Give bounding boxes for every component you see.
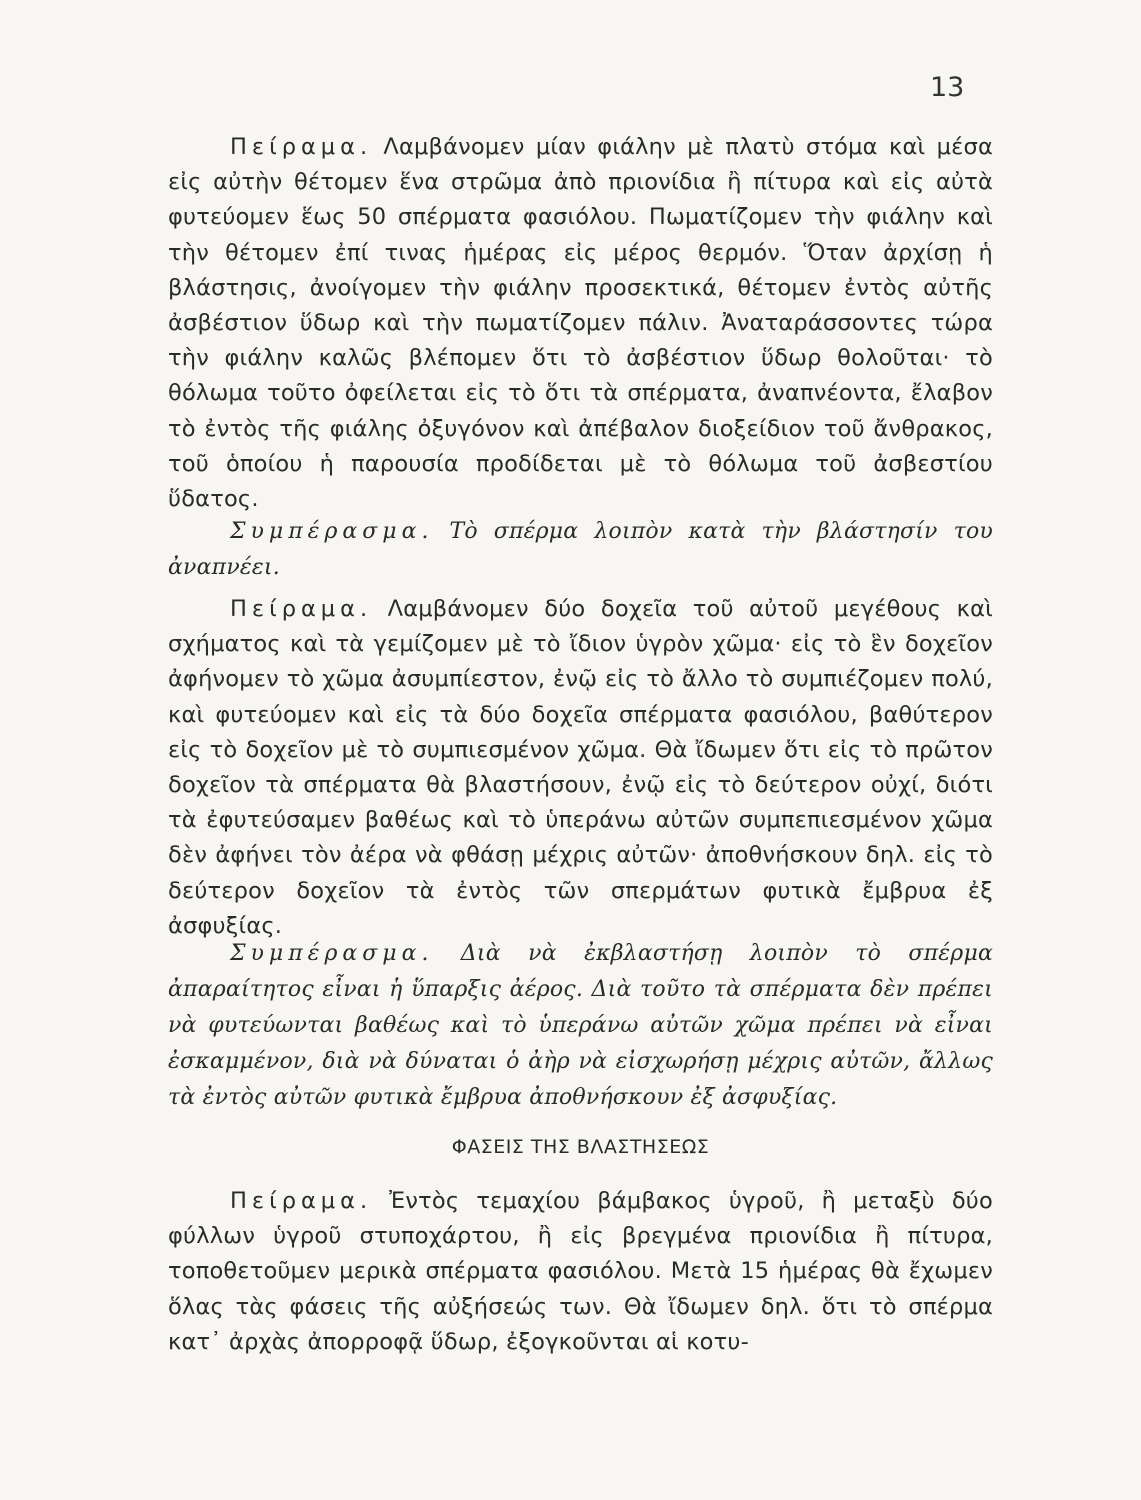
paragraph-lead: Συμπέρασμα. (230, 941, 434, 966)
paragraph (168, 130, 993, 517)
paragraph-text: Λαμβάνομεν δύο δοχεῖα τοῦ αὐτοῦ μεγέθους καὶ σχήματος καὶ τὰ γεμίζομεν μὲ τὸ ἴδιον ὑγρὸν χῶμα· εἰς τὸ ἓν δοχεῖον ἀφήνομεν τὸ χῶμα ἀσυμπίεστον, ἐνῷ εἰς τὸ ἄλλο τὸ συμπιέζομεν πολύ, καὶ φυτεύομεν καὶ εἰς τὰ δύο δοχεῖα σπέρματα φασιόλου, βαθύτερον εἰς τὸ δοχεῖον μὲ τὸ συμπιεσμένον χῶμα. Θὰ ἴδωμεν ὅτι εἰς τὸ πρῶτον δοχεῖον τὰ σπέρματα θὰ βλαστήσουν, ἐνῷ εἰς τὸ δεύτερον οὐχί, διότι τὰ ἐφυτεύσαμεν βαθέως καὶ τὸ ὑπεράνω αὐτῶν συμπεπιεσμένον χῶμα δὲν ἀφήνει τὸν ἀέρα νὰ φθάσῃ μέχρις αὐτῶν· ἀποθνήσκουν δηλ. εἰς τὸ δεύτερον δοχεῖον τὰ ἐντὸς τῶν σπερμάτων φυτικὰ ἔμβρυα ἐξ ἀσφυξίας. (168, 596, 993, 939)
page-number: 13 (930, 72, 965, 103)
paragraph-conclusion-2 (168, 936, 993, 1116)
paragraph-lead: Συμπέρασμα. (230, 519, 434, 544)
paragraph-experiment-2 (168, 592, 993, 944)
paragraph (168, 936, 993, 1116)
paragraph (168, 1184, 993, 1360)
paragraph-lead: Πείραμα. (230, 596, 373, 622)
paragraph-conclusion-1 (168, 514, 993, 586)
paragraph-text: Ἐντὸς τεμαχίου βάμβακος ὑγροῦ, ἢ μεταξὺ δύο φύλλων ὑγροῦ στυποχάρτου, ἢ εἰς βρεγμένα πριονίδια ἢ πίτυρα, τοποθετοῦμεν μερικὰ σπέρματα φασιόλου. Μετὰ 15 ἡμέρας θὰ ἔχωμεν ὅλας τὰς φάσεις τῆς αὐξήσεώς των. Θὰ ἴδωμεν δηλ. ὅτι τὸ σπέρμα κατ᾽ ἀρχὰς ἀπορροφᾷ ὕδωρ, ἐξογκοῦνται αἱ κοτυ- (168, 1188, 993, 1355)
paragraph-text: Διὰ νὰ ἐκβλαστήσῃ λοιπὸν τὸ σπέρμα ἀπαραίτητος εἶναι ἡ ὕπαρξις ἀέρος. Διὰ τοῦτο τὰ σπέρματα δὲν πρέπει νὰ φυτεύωνται βαθέως καὶ τὸ ὑπεράνω αὐτῶν χῶμα πρέπει νὰ εἶναι ἐσκαμμένον, διὰ νὰ δύναται ὁ ἀὴρ νὰ εἰσχωρήσῃ μέχρις αὐτῶν, ἄλλως τὰ ἐντὸς αὐτῶν φυτικὰ ἔμβρυα ἀποθνήσκουν ἐξ ἀσφυξίας. (168, 941, 993, 1110)
paragraph-text: Λαμβάνομεν μίαν φιάλην μὲ πλατὺ στόμα καὶ μέσα εἰς αὐτὴν θέτομεν ἕνα στρῶμα ἀπὸ πριονίδια ἢ πίτυρα καὶ εἰς αὐτὰ φυτεύομεν ἕως 50 σπέρματα φασιόλου. Πωματίζομεν τὴν φιάλην καὶ τὴν θέτομεν ἐπί τινας ἡμέρας εἰς μέρος θερμόν. Ὅταν ἀρχίσῃ ἡ βλάστησις, ἀνοίγομεν τὴν φιάλην προσεκτικά, θέτομεν ἐντὸς αὐτῆς ἀσβέστιον ὕδωρ καὶ τὴν πωματίζομεν πάλιν. Ἀναταράσσοντες τώρα τὴν φιάλην καλῶς βλέπομεν ὅτι τὸ ἀσβέστιον ὕδωρ θολοῦται· τὸ θόλωμα τοῦτο ὀφείλεται εἰς τὸ ὅτι τὰ σπέρματα, ἀναπνέοντα, ἔλαβον τὸ ἐντὸς τῆς φιάλης ὀξυγόνον καὶ ἀπέβαλον διοξείδιον τοῦ ἄνθρακος, τοῦ ὁποίου ἡ παρουσία προδίδεται μὲ τὸ θόλωμα τοῦ ἀσβεστίου ὕδατος. (168, 134, 993, 513)
paragraph-lead: Πείραμα. (230, 134, 373, 160)
paragraph-text: Τὸ σπέρμα λοιπὸν κατὰ τὴν βλάστησίν του ἀναπνέει. (168, 519, 993, 580)
section-heading: ΦΑΣΕΙΣ ΤΗΣ ΒΛΑΣΤΗΣΕΩΣ (451, 1136, 710, 1158)
paragraph-experiment-1 (168, 130, 993, 517)
paragraph-experiment-3 (168, 1184, 993, 1360)
paragraph-lead: Πείραμα. (230, 1188, 373, 1214)
paragraph (168, 514, 993, 586)
paragraph (168, 592, 993, 944)
